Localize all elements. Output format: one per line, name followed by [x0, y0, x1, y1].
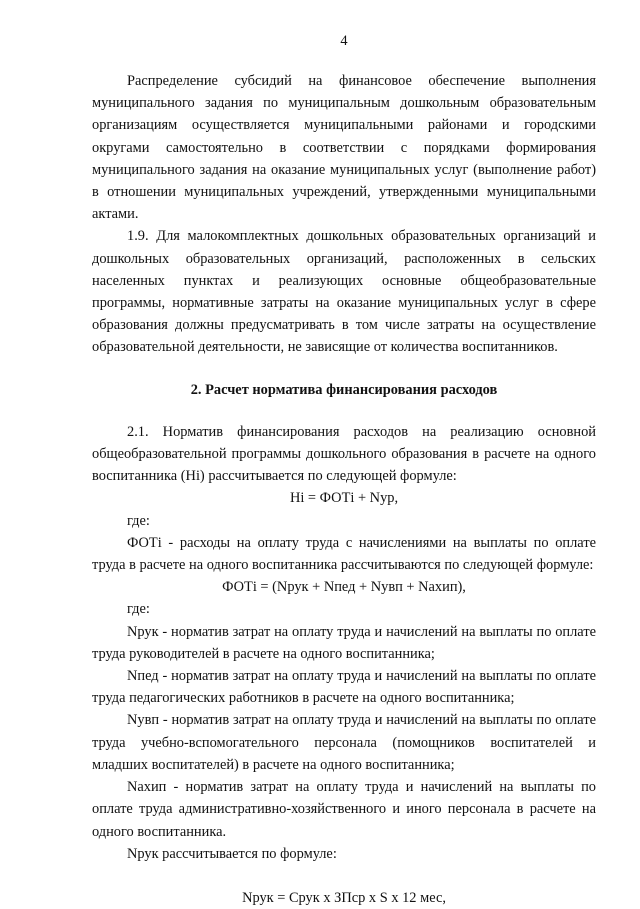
formula-nruk: Nрук = Cрук x ЗПср x S x 12 мес,	[242, 889, 446, 906]
page-number: 4	[340, 33, 348, 49]
definition-nuvp: Nувп - норматив затрат на оплату труда и начислений на выплаты по оплате труда учебно-вспомогательного персонала (помощников воспитателей и младших воспитателей) в расчете на одного воспитанника;	[92, 712, 596, 773]
document-page	[92, 30, 596, 909]
section-heading: 2. Расчет норматива финансирования расходов	[190, 381, 498, 398]
definition-nruk: Nрук - норматив затрат на оплату труда и начислений на выплаты по оплате труда руководителей в расчете на одного воспитанника;	[92, 623, 596, 662]
paragraph-2-1: 2.1. Норматив финансирования расходов на реализацию основной общеобразовательной программы дошкольного образования в расчете на одного воспитанника (Hi) рассчитывается по следующей формуле:	[92, 423, 596, 485]
formula-hi: Hi = ФОТi + Nур,	[289, 490, 399, 507]
nruk-intro: Nрук рассчитывается по формуле:	[127, 845, 337, 862]
formula-fot: ФОТi = (Nрук + Nпед + Nувп + Nахип),	[222, 579, 466, 596]
where-label-2: где:	[127, 601, 150, 618]
definition-nahip: Nахип - норматив затрат на оплату труда и начислений на выплаты по оплате труда административно-хозяйственного и иного персонала в расчете на одного воспитанника.	[92, 779, 596, 840]
definition-nped: Nпед - норматив затрат на оплату труда и начислений на выплаты по оплате труда педагогических работников в расчете на одного воспитанника;	[92, 668, 596, 707]
definition-fot: ФОТi - расходы на оплату труда с начислениями на выплаты по оплате труда в расчете на одного воспитанника рассчитываются по следующей формуле:	[92, 534, 596, 574]
paragraph-subsidies: Распределение субсидий на финансовое обеспечение выполнения муниципального задания по муниципальным дошкольным образовательным организациям осуществляется муниципальными районами и городскими округами самостоятельно в соответствии с порядками формирования муниципального задания на оказание муниципальных услуг (выполнение работ) в отношении муниципальных учреждений, утвержденными муниципальными актами.	[92, 73, 596, 223]
where-label-1: где:	[127, 512, 150, 529]
paragraph-1-9: 1.9. Для малокомплектных дошкольных образовательных организаций и дошкольных образовательных организаций, расположенных в сельских населенных пунктах и реализующих основные общеобразовательные программы, нормативные затраты на оказание муниципальных услуг в сфере образования должны предусматривать в том числе затраты на осуществление образовательной деятельности, не зависящие от количества воспитанников.	[92, 228, 596, 356]
